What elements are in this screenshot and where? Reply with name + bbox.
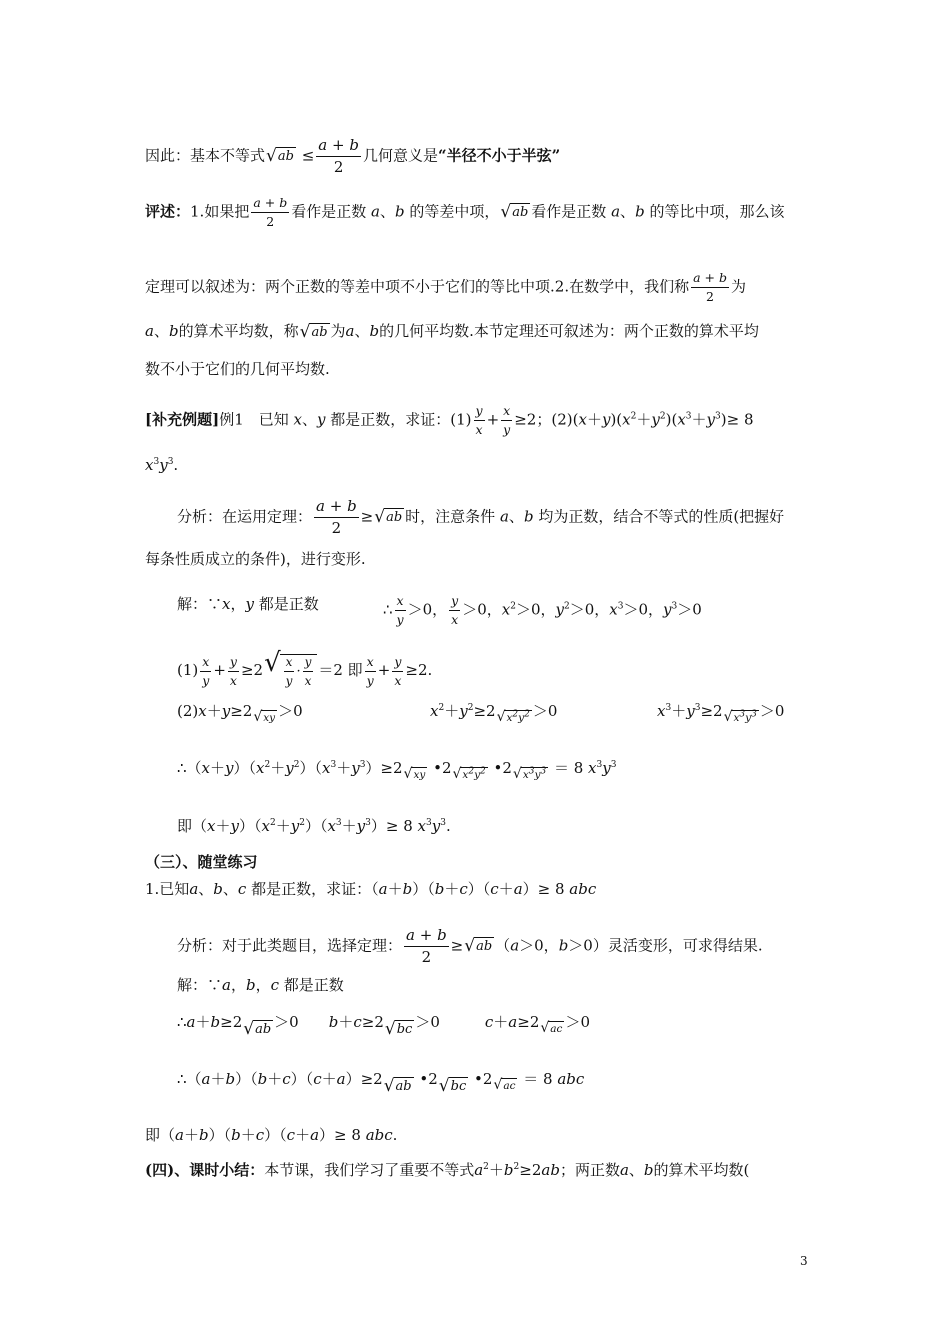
label-commentary: 评述：	[145, 202, 191, 221]
line-18: 解：∵a，b，c 都是正数	[177, 976, 344, 994]
text: 的等比中项，那么该	[649, 202, 785, 221]
fraction: $\frac{a + b}{2}$	[316, 497, 357, 537]
sqrt: √ ac	[493, 1077, 516, 1093]
line-6: [补充例题]例1 已知 x、y 都是正数，求证：(1) $\frac{y}{x}$ + $\frac{x}{y}$ ≥2；$(2)(x+y)(x^2+y^2)(x^3+y^3)\ge 8$	[145, 403, 754, 437]
text: 灵活变形，可求得结果.	[607, 936, 763, 955]
text: ∴	[383, 600, 393, 619]
line-14: 即$(x+y)(x^2+y^2)(x^3+y^3)\ge 8$ $x^3y^3$.	[177, 817, 451, 835]
text: 都是正数，求证：(1)	[330, 410, 472, 429]
fraction: $\frac{y}{x}$	[451, 593, 459, 627]
fraction-a-plus-b-over-2: $\frac{a + b}{2}$	[318, 136, 359, 176]
line-20: ∴（a＋b）（b＋c）（c＋a）≥2 √ ab •2 √ bc •2 √ ac ＝ 8 abc	[177, 1070, 585, 1096]
text: 的几何平均数.本节定理还可叙述为：两个正数的算术平均	[379, 322, 759, 340]
line-12-right: $x^3+y^3\ge 2$ √ $x^3y^3$ ＞0	[657, 702, 785, 725]
sqrt: √ $x^3y^3$	[723, 709, 757, 725]
sqrt: √ bc	[384, 1018, 413, 1039]
sqrt: √ xy	[403, 766, 426, 782]
sqrt-ab: √ ab	[464, 936, 493, 956]
fraction: $\frac{x}{y}$	[396, 593, 404, 627]
text: ≥2；(2)	[514, 410, 573, 429]
line-12-mid: $x^2+y^2\ge 2$ √ $x^2y^2$ ＞0	[430, 702, 558, 725]
text: (1)	[177, 661, 199, 679]
text-bold: “半径不小于半弦”	[437, 146, 561, 165]
line-12: (2)x＋y≥2 √ xy ＞0	[177, 702, 303, 725]
text: 时，注意条件	[405, 507, 496, 526]
line-2: 评述：1.如果把 $\frac{a + b}{2}$ 看作是正数 a、b 的等差中项， √ ab 看作是正数 a、b 的等比中项，那么该	[145, 195, 785, 229]
label-supplementary-example: [补充例题]	[145, 410, 220, 429]
text: 因此：基本不等式	[145, 146, 266, 165]
fraction: $\frac{y}{x}$	[394, 653, 402, 688]
sqrt-xy-product: √ $\frac{x}{y}$ · $\frac{y}{x}$	[264, 654, 317, 688]
sqrt-ab: √ ab	[374, 507, 403, 527]
text: 均为正数，结合不等式的性质(把握好	[538, 507, 785, 526]
line-22: (四)、课时小结：本节课，我们学习了重要不等式$a^2+b^2\ge 2ab$；两正数a、b的算术平均数(	[145, 1161, 750, 1179]
text: 为	[330, 322, 346, 340]
text: 解：∵	[177, 595, 223, 613]
text: 例1 已知	[219, 410, 289, 429]
line-11: (1) $\frac{x}{y}$ + $\frac{y}{x}$ ≥2 √ $\frac{x}{y}$ · $\frac{y}{x}$ ＝2 即 $\frac{x}{y}$ + $\frac{y}{x}$ ≥2.	[177, 648, 433, 688]
sqrt-ab: √ ab	[266, 146, 294, 166]
text: 的算术平均数，称	[178, 322, 299, 340]
section-heading-practice: （三）、随堂练习	[145, 853, 258, 871]
sqrt: √ $x^2y^2$	[452, 766, 486, 782]
line-7: $x^3y^3$.	[145, 456, 179, 474]
fraction-a-plus-b-over-2: $\frac{a + b}{2}$	[253, 195, 288, 229]
line-16: 1.已知a、b、c 都是正数，求证：（a＋b）（b＋c）（c＋a）≥ 8 abc	[145, 880, 597, 898]
sqrt-ab: √ ab	[500, 202, 529, 222]
fraction: $\frac{y}{x}$	[229, 653, 237, 688]
line-8: 分析：在运用定理： $\frac{a + b}{2}$ ≥ √ ab 时，注意条件 a、b 均为正数，结合不等式的性质(把握好	[177, 497, 785, 537]
text: 的算术平均数(	[653, 1161, 750, 1179]
text: 解：∵	[177, 976, 223, 994]
sqrt: √ $x^3y^3$	[512, 766, 547, 782]
fraction: $\frac{x}{y}$	[366, 653, 374, 688]
text: 看作是正数	[291, 202, 367, 221]
text: 分析：在运用定理：	[177, 507, 313, 526]
sqrt: √ ac	[540, 1020, 563, 1036]
text: 本节课，我们学习了重要不等式	[264, 1161, 475, 1179]
line-4: a、b的算术平均数，称 √ ab 为a、b的几何平均数.本节定理还可叙述为：两个正数的算术平均	[145, 321, 759, 342]
fraction: $\frac{x}{y}$	[503, 403, 511, 437]
text: (2)	[177, 702, 199, 720]
text: 1.如果把	[190, 202, 250, 221]
line-21: 即（a＋b）（b＋c）（c＋a）≥ 8 abc.	[145, 1126, 398, 1144]
text: 1.已知	[145, 880, 190, 898]
text: 几何意义是	[362, 146, 438, 165]
text: 都是正数	[258, 595, 319, 613]
sqrt: √ ab	[383, 1075, 412, 1096]
text: 都是正数	[283, 976, 344, 994]
sqrt: √ ab	[243, 1018, 272, 1039]
text: 2.在数学中，我们称	[554, 277, 690, 296]
line-17: 分析：对于此类题目，选择定理： $\frac{a + b}{2}$ ≥ √ ab （a＞0，b＞0）灵活变形，可求得结果.	[177, 926, 763, 966]
sqrt: √ xy	[253, 709, 276, 725]
line-1: 因此：基本不等式 √ ab ≤ $\frac{a + b}{2}$ 几何意义是“半径不小于半弦”	[145, 136, 561, 176]
line-10: 解：∵x，y 都是正数	[177, 595, 319, 613]
line-13: $\therefore(x+y)(x^2+y^2)(x^3+y^3)\ge 2$ √ xy •2 √ $x^2y^2$ •2 √ $x^3y^3$ ＝ 8 $x^3y^3$	[177, 759, 617, 782]
text: 看作是正数	[531, 202, 607, 221]
page-number: 3	[800, 1254, 808, 1268]
text: 定理可以叙述为：两个正数的等差中项不小于它们的等比中项.	[145, 277, 555, 296]
sqrt-ab: √ ab	[299, 321, 328, 342]
text: 都是正数，求证：	[251, 880, 372, 898]
text: 分析：对于此类题目，选择定理：	[177, 936, 403, 955]
line-9	[145, 549, 366, 569]
text: 每条性质成立的条件)，进行变形.	[145, 550, 366, 568]
line-10-right: ∴ $\frac{x}{y}$ ＞0， $\frac{y}{x}$ ＞0，$x^2>0$，$y^2>0$，$x^3>0$，$y^3>0$	[383, 593, 702, 627]
fraction: $\frac{y}{x}$	[475, 403, 483, 437]
text: ≥2.	[405, 661, 433, 679]
sqrt: √ bc	[438, 1075, 467, 1096]
text: ＝2 即	[318, 661, 363, 679]
line-5	[145, 359, 330, 379]
line-3	[145, 271, 746, 304]
text: 的等差中项，	[409, 202, 500, 221]
text: 为	[730, 277, 746, 296]
text: ；两正数	[559, 1161, 620, 1179]
label-lesson-summary: (四)、课时小结：	[145, 1161, 265, 1179]
fraction: $\frac{a + b}{2}$	[406, 926, 447, 966]
fraction-a-plus-b-over-2: $\frac{a + b}{2}$	[693, 270, 727, 304]
line-19: ∴a＋b≥2 √ ab ＞0 b＋c≥2 √ bc ＞0 c＋a≥2 √ ac ＞0	[177, 1013, 590, 1039]
fraction: $\frac{x}{y}$	[202, 653, 210, 688]
sqrt: √ $x^2y^2$	[496, 709, 530, 725]
text: 数不小于它们的几何平均数.	[145, 360, 330, 378]
